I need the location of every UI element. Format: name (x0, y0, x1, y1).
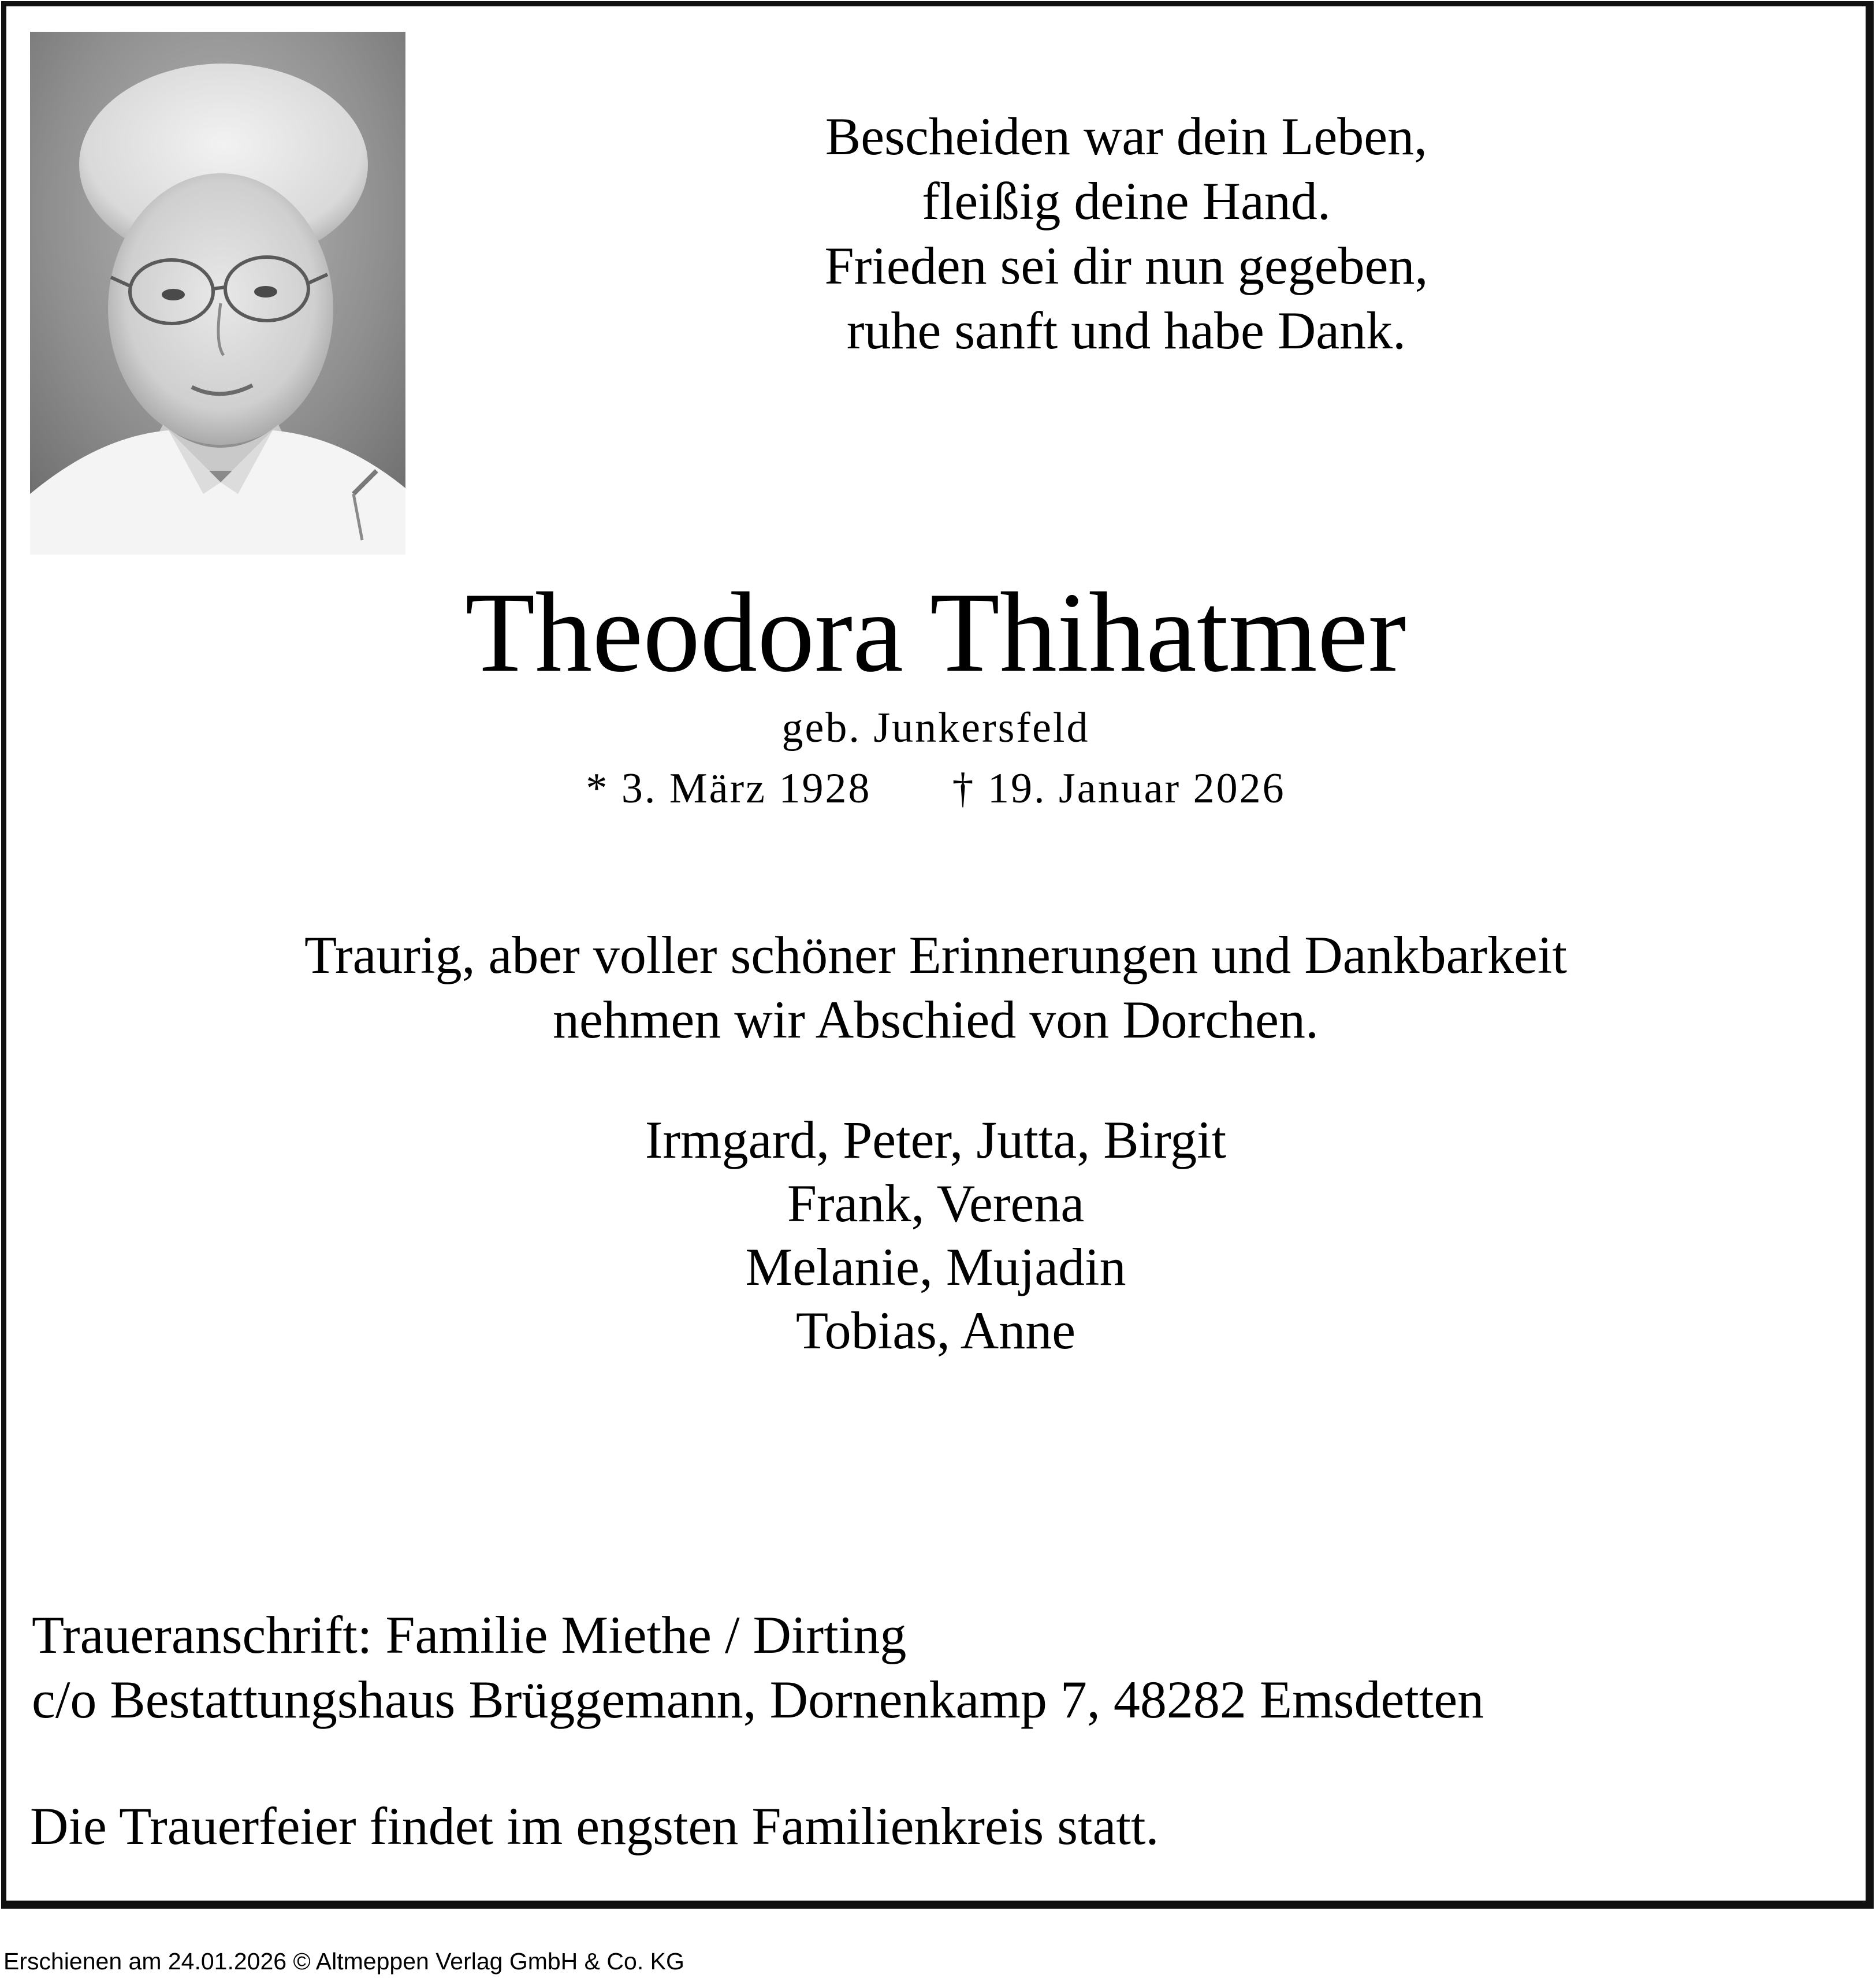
ceremony-note: Die Trauerfeier findet im engsten Familienkreis statt. (30, 1797, 1159, 1856)
farewell-line: Traurig, aber voller schöner Erinnerungen und Dankbarkeit (304, 925, 1568, 984)
poem-line: fleißig deine Hand. (922, 172, 1331, 230)
birth-date: * 3. März 1928 (586, 765, 872, 812)
death-date: † 19. Januar 2026 (952, 765, 1286, 812)
farewell-line: nehmen wir Abschied von Dorchen. (552, 990, 1319, 1049)
address-line: c/o Bestattungshaus Brüggemann, Dornenkamp 7, 48282 Emsdetten (32, 1670, 1484, 1729)
mourners-line: Irmgard, Peter, Jutta, Birgit (645, 1110, 1227, 1169)
mourning-address (32, 1603, 1822, 1732)
life-dates (462, 763, 1409, 815)
mourners-line: Melanie, Mujadin (745, 1237, 1126, 1296)
deceased-name: Theodora Thihatmer (465, 569, 1406, 696)
maiden-name: geb. Junkersfeld (781, 704, 1090, 752)
mourners-list (531, 1108, 1340, 1362)
poem-line: Frieden sei dir nun gegeben, (824, 236, 1428, 295)
mourners-line: Tobias, Anne (795, 1301, 1076, 1360)
portrait-photo (30, 32, 405, 555)
poem (664, 104, 1588, 363)
publication-footer: Erschienen am 24.01.2026 © Altmeppen Verlag GmbH & Co. KG (3, 1948, 684, 1975)
mourners-line: Frank, Verena (787, 1174, 1085, 1233)
address-line: Traueranschrift: Familie Miethe / Dirting (32, 1605, 907, 1664)
poem-line: Bescheiden war dein Leben, (825, 107, 1428, 166)
poem-line: ruhe sanft und habe Dank. (846, 301, 1406, 360)
farewell-text (116, 923, 1756, 1052)
